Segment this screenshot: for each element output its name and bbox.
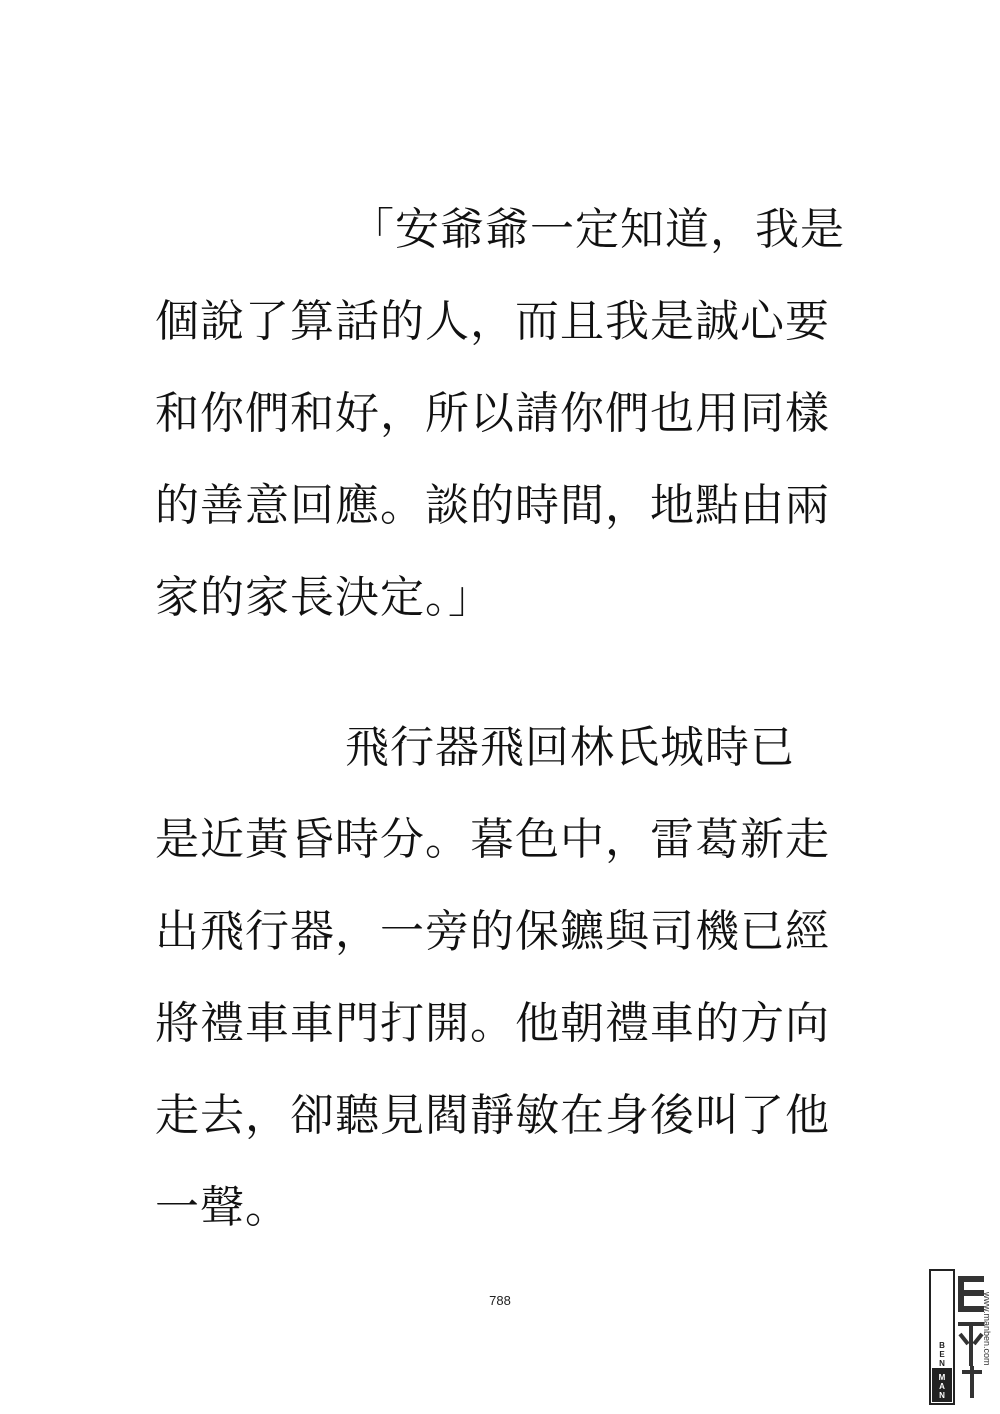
- svg-text:N: N: [939, 1359, 945, 1368]
- text-line: 出飛行器，一旁的保鑣與司機已經: [155, 906, 830, 957]
- paragraph-1: [155, 184, 855, 644]
- svg-text:A: A: [939, 1382, 945, 1391]
- svg-text:N: N: [939, 1391, 945, 1400]
- svg-text:B: B: [939, 1341, 945, 1350]
- text-line: 的善意回應。談的時間，地點由兩: [155, 480, 830, 531]
- text-line: 一聲。: [155, 1182, 290, 1233]
- text-line: 將禮車車門打開。他朝禮車的方向: [155, 998, 830, 1049]
- svg-text:M: M: [938, 1373, 946, 1382]
- svg-text:E: E: [939, 1350, 945, 1359]
- text-line: 家的家長決定。」: [155, 572, 493, 623]
- text-line: 走去，卻聽見閻靜敏在身後叫了他: [155, 1090, 830, 1141]
- watermark: [928, 1268, 992, 1406]
- watermark-url: www.manben.com: [982, 1292, 992, 1366]
- text-line: 飛行器飛回林氏城時已: [345, 722, 795, 773]
- text-line: 和你們和好，所以請你們也用同樣: [155, 388, 830, 439]
- text-line: 個說了算話的人，而且我是誠心要: [155, 296, 830, 347]
- paragraph-2: [155, 702, 855, 1254]
- page-number: 788: [489, 1293, 511, 1308]
- text-line: 是近黃昏時分。暮色中，雷葛新走: [155, 814, 830, 865]
- text-line: 「安爺爺一定知道，我是: [350, 204, 845, 255]
